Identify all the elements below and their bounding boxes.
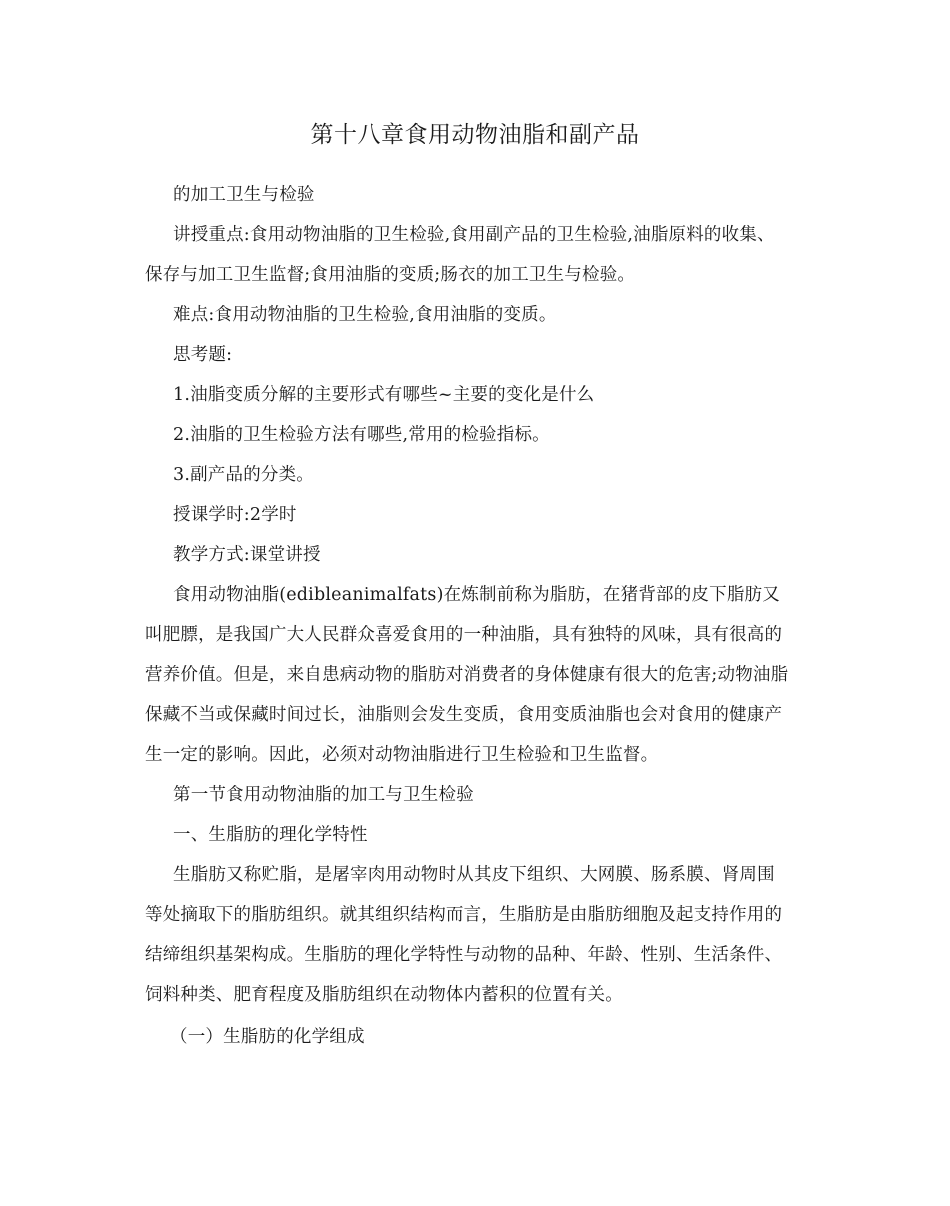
- key-points-line-2: 保存与加工卫生监督;食用油脂的变质;肠衣的加工卫生与检验。: [145, 265, 636, 285]
- difficulty-line: 难点:食用动物油脂的卫生检验,食用油脂的变质。: [173, 305, 557, 325]
- intro-paragraph-line-5: 生一定的影响。因此，必须对动物油脂进行卫生检验和卫生监督。: [145, 745, 659, 765]
- question-2: 2.油脂的卫生检验方法有哪些,常用的检验指标。: [173, 425, 550, 445]
- class-hours-line: 授课学时:2学时: [173, 505, 297, 525]
- intro-paragraph-line-2: 叫肥膘，是我国广大人民群众喜爱食用的一种油脂，具有独特的风味，具有很高的: [145, 625, 783, 645]
- teaching-method-line: 教学方式:课堂讲授: [173, 545, 321, 565]
- questions-heading: 思考题:: [173, 345, 233, 365]
- key-points-line-1: 讲授重点:食用动物油脂的卫生检验,食用副产品的卫生检验,油脂原料的收集、: [173, 225, 775, 245]
- body-paragraph-line-2: 等处摘取下的脂肪组织。就其组织结构而言，生脂肪是由脂肪细胞及起支持作用的: [145, 905, 783, 925]
- question-3: 3.副产品的分类。: [173, 465, 314, 485]
- intro-paragraph-line-1: 食用动物油脂(edibleanimalfats)在炼制前称为脂肪，在猪背部的皮下脂肪又: [173, 585, 780, 605]
- subtitle-line: 的加工卫生与检验: [173, 185, 315, 205]
- sub-subsection-heading: （一）生脂肪的化学组成: [170, 1027, 365, 1047]
- subsection-heading: 一、生脂肪的理化学特性: [173, 825, 368, 845]
- body-paragraph-line-1: 生脂肪又称贮脂，是屠宰肉用动物时从其皮下组织、大网膜、肠系膜、肾周围: [173, 865, 775, 885]
- body-paragraph-line-4: 饲料种类、肥育程度及脂肪组织在动物体内蓄积的位置有关。: [145, 985, 623, 1005]
- intro-paragraph-line-4: 保藏不当或保藏时间过长，油脂则会发生变质，食用变质油脂也会对食用的健康产: [145, 705, 783, 725]
- section-heading: 第一节食用动物油脂的加工与卫生检验: [173, 785, 474, 805]
- question-1: 1.油脂变质分解的主要形式有哪些~主要的变化是什么: [173, 385, 595, 405]
- intro-paragraph-line-3: 营养价值。但是，来自患病动物的脂肪对消费者的身体健康有很大的危害;动物油脂: [145, 665, 789, 685]
- chapter-title: 第十八章食用动物油脂和副产品: [310, 122, 640, 148]
- body-paragraph-line-3: 结缔组织基架构成。生脂肪的理化学特性与动物的品种、年龄、性别、生活条件、: [145, 945, 783, 965]
